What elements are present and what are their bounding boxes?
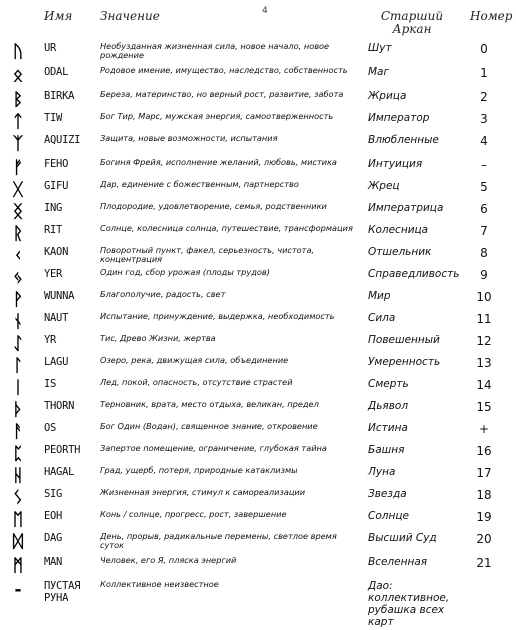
rune-glyph: - <box>14 580 22 600</box>
major-arcana: Император <box>368 112 430 124</box>
rune-glyph: ᚺ <box>12 466 24 486</box>
rune-name: ODAL <box>44 66 69 78</box>
rune-glyph: ᛁ <box>12 378 24 398</box>
header-meaning: Значение <box>100 9 160 23</box>
rune-meaning: Один год, сбор урожая (плоды трудов) <box>100 267 270 277</box>
arcana-number: 20 <box>476 532 492 546</box>
arcana-number: 8 <box>480 246 488 260</box>
rune-glyph: ᛝ <box>12 202 24 222</box>
rune-meaning: Человек, его Я, пляска энергий <box>100 555 237 565</box>
major-arcana: Императрица <box>368 202 444 214</box>
rune-meaning: Озеро, река, движущая сила, объединение <box>100 355 289 365</box>
rune-glyph: ᛏ <box>12 112 24 132</box>
major-arcana: Высший Суд <box>368 532 437 544</box>
major-arcana: Жрец <box>368 180 400 192</box>
rune-meaning: Береза, материнство, но верный рост, развитие, забота <box>100 89 344 99</box>
rune-meaning: Дар, единение с божественным, партнерство <box>100 179 299 189</box>
major-arcana: Звезда <box>368 488 407 500</box>
rune-glyph: ᛈ <box>12 444 24 464</box>
arcana-number: 7 <box>480 224 488 238</box>
major-arcana: Справедливость <box>368 268 460 280</box>
major-arcana: Дао: коллективное, рубашка всех карт <box>368 580 450 628</box>
arcana-number: 5 <box>480 180 488 194</box>
arcana-number: 13 <box>476 356 492 370</box>
arcana-number: 0 <box>480 42 488 56</box>
major-arcana: Умеренность <box>368 356 441 368</box>
rune-meaning: Плодородие, удовлетворение, семья, родственники <box>100 201 327 211</box>
major-arcana: Колесница <box>368 224 429 236</box>
rune-glyph: ᛉ <box>12 134 24 154</box>
rune-name: YR <box>44 334 57 346</box>
arcana-number: + <box>478 422 490 436</box>
rune-glyph: ᚠ <box>12 158 24 178</box>
arcana-number: 16 <box>476 444 492 458</box>
rune-name: IS <box>44 378 57 390</box>
rune-meaning: Солнце, колесница солнца, путешествие, трансформация <box>100 223 353 233</box>
rune-glyph: ᚹ <box>12 290 24 310</box>
rune-glyph: ᚲ <box>12 246 24 266</box>
rune-meaning: Богиня Фрейя, исполнение желаний, любовь, мистика <box>100 157 337 167</box>
rune-glyph: ᚾ <box>12 312 24 332</box>
rune-glyph: ᚢ <box>12 42 24 62</box>
rune-meaning: Лед, покой, опасность, отсутствие страстей <box>100 377 293 387</box>
major-arcana: Вселенная <box>368 556 428 568</box>
rune-name: DAG <box>44 532 63 544</box>
rune-meaning: Конь / солнце, прогресс, рост, завершение <box>100 509 287 519</box>
rune-name: FEHO <box>44 158 69 170</box>
rune-name: NAUT <box>44 312 69 324</box>
rune-name: TIW <box>44 112 63 124</box>
arcana-number: 1 <box>480 66 488 80</box>
rune-meaning: Родовое имение, имущество, наследство, собственность <box>100 65 348 75</box>
major-arcana: Повешенный <box>368 334 440 346</box>
major-arcana: Шут <box>368 42 392 54</box>
arcana-number: 3 <box>480 112 488 126</box>
rune-glyph: ᛚ <box>12 356 24 376</box>
rune-meaning: Коллективное неизвестное <box>100 579 219 589</box>
arcana-number: 17 <box>476 466 492 480</box>
rune-meaning: Жизненная энергия, стимул к самореализации <box>100 487 306 497</box>
major-arcana: Влюбленные <box>368 134 439 146</box>
rune-name: MAN <box>44 556 63 568</box>
rune-name: KAON <box>44 246 69 258</box>
rune-meaning: Испытание, принуждение, выдержка, необходимость <box>100 311 335 321</box>
rune-name: GIFU <box>44 180 69 192</box>
major-arcana: Истина <box>368 422 408 434</box>
rune-glyph: ᛒ <box>12 90 24 110</box>
rune-glyph: ᛗ <box>12 556 24 576</box>
major-arcana: Солнце <box>368 510 409 522</box>
rune-glyph: ᚨ <box>12 422 24 442</box>
rune-glyph: ᚦ <box>12 400 24 420</box>
rune-glyph: ᛊ <box>12 488 24 508</box>
rune-meaning: Защита, новые возможности, испытания <box>100 133 278 143</box>
rune-name: THORN <box>44 400 75 412</box>
arcana-number: 18 <box>476 488 492 502</box>
rune-name: ING <box>44 202 63 214</box>
major-arcana: Мир <box>368 290 391 302</box>
rune-name: WUNNA <box>44 290 75 302</box>
rune-name: PEORTH <box>44 444 81 456</box>
arcana-number: 14 <box>476 378 492 392</box>
rune-name: ПУСТАЯ РУНА <box>44 580 81 604</box>
rune-name: BIRKA <box>44 90 75 102</box>
rune-glyph: ᛇ <box>12 334 24 354</box>
rune-name: SIG <box>44 488 63 500</box>
arcana-number: 10 <box>476 290 492 304</box>
rune-name: OS <box>44 422 57 434</box>
major-arcana: Сила <box>368 312 396 324</box>
rune-meaning: Тис, Древо Жизни, жертва <box>100 333 216 343</box>
rune-name: LAGU <box>44 356 69 368</box>
rune-name: YER <box>44 268 63 280</box>
major-arcana: Отшельник <box>368 246 432 258</box>
rune-meaning: Град, ущерб, потеря, природные катаклизмы <box>100 465 298 475</box>
rune-meaning: Терновник, врата, место отдыха, великан, предел <box>100 399 319 409</box>
arcana-number: 19 <box>476 510 492 524</box>
major-arcana: Интуиция <box>368 158 423 170</box>
rune-name: UR <box>44 42 57 54</box>
arcana-number: 11 <box>476 312 492 326</box>
major-arcana: Башня <box>368 444 405 456</box>
corner-mark: 4 <box>262 6 268 16</box>
header-number: Номер <box>470 9 513 23</box>
rune-meaning: Необузданная жизненная сила, новое начало, новое рождение <box>100 41 330 61</box>
arcana-number: 9 <box>480 268 488 282</box>
arcana-number: 21 <box>476 556 492 570</box>
arcana-number: 6 <box>480 202 488 216</box>
arcana-number: 12 <box>476 334 492 348</box>
rune-meaning: Благополучие, радость, свет <box>100 289 226 299</box>
arcana-number: 2 <box>480 90 488 104</box>
rune-glyph: ᚷ <box>12 180 24 200</box>
rune-name: RIT <box>44 224 63 236</box>
rune-glyph: ᛟ <box>12 66 24 86</box>
rune-meaning: День, прорыв, радикальные перемены, светлое время суток <box>100 531 337 551</box>
rune-glyph: ᛞ <box>12 532 24 552</box>
rune-meaning: Бог Один (Водан), священное знание, откровение <box>100 421 318 431</box>
header-arcana: Старший Аркан <box>380 9 444 36</box>
arcana-number: 4 <box>480 134 488 148</box>
major-arcana: Маг <box>368 66 390 78</box>
rune-glyph: ᚱ <box>12 224 24 244</box>
rune-glyph: ᛖ <box>12 510 24 530</box>
rune-name: HAGAL <box>44 466 75 478</box>
arcana-number: 15 <box>476 400 492 414</box>
arcana-number: – <box>481 158 487 172</box>
major-arcana: Луна <box>368 466 396 478</box>
major-arcana: Смерть <box>368 378 409 390</box>
rune-meaning: Запертое помещение, ограничение, глубокая тайна <box>100 443 327 453</box>
rune-glyph: ᛃ <box>12 268 24 288</box>
rune-meaning: Бог Тир, Марс, мужская энергия, самоотверженность <box>100 111 334 121</box>
header-name: Имя <box>44 9 73 23</box>
major-arcana: Жрица <box>368 90 407 102</box>
rune-name: EOH <box>44 510 63 522</box>
major-arcana: Дьявол <box>368 400 409 412</box>
rune-name: AQUIZI <box>44 134 81 146</box>
rune-meaning: Поворотный пункт, факел, серьезность, чистота, концентрация <box>100 245 315 265</box>
